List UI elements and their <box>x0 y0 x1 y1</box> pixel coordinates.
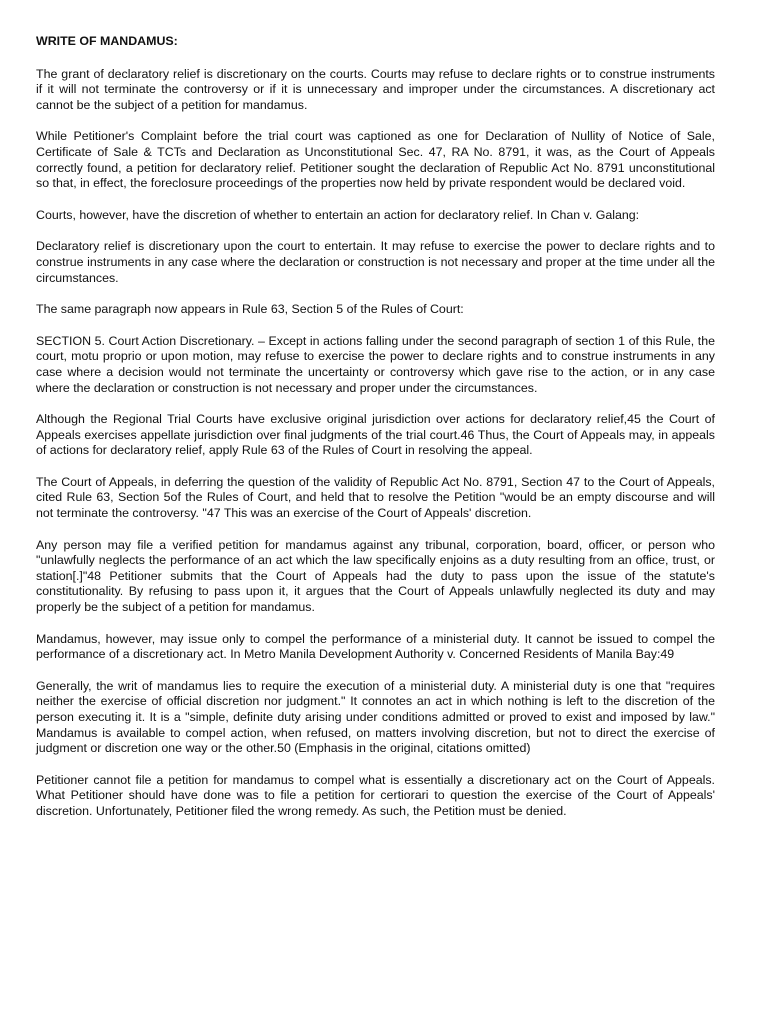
document-page <box>36 34 715 836</box>
paragraph-rule-63-intro: The same paragraph now appears in Rule 63, Section 5 of the Rules of Court: <box>36 302 464 317</box>
paragraph-chan-v-galang-quote: Declaratory relief is discretionary upon the court to entertain. It may refuse to exercise the power to declare rights and to construe instruments in any case where the declaration or construction is not necessary and proper at the time under all the circumstances. <box>36 239 715 285</box>
paragraph-petitioner-complaint: While Petitioner's Complaint before the trial court was captioned as one for Declaration of Nullity of Notice of Sale, Certificate of Sale & TCTs and Declaration as Unconstitutional Sec. 47, RA No. 8791, it was, as the Court of Appeals correctly found, a petition for declaratory relief. Petitioner sought the declaration of Republic Act No. 8791 unconstitutional so that, in effect, the foreclosure proceedings of the properties now held by private respondent would be declared void. <box>36 129 715 191</box>
paragraph-conclusion: Petitioner cannot file a petition for mandamus to compel what is essentially a discretionary act on the Court of Appeals. What Petitioner should have done was to file a petition for certiorari to question the exercise of the Court of Appeals' discretion. Unfortunately, Petitioner filed the wrong remedy. As such, the Petition must be denied. <box>36 772 715 818</box>
paragraph-court-of-appeals-deferral: The Court of Appeals, in deferring the question of the validity of Republic Act No. 8791, Section 47 to the Court of Appeals, cited Rule 63, Section 5of the Rules of Court, and held that to resolve the Petition "would be an empty discourse and will not terminate the controversy. "47 This was an exercise of the Court of Appeals' discretion. <box>36 474 715 521</box>
paragraph-writ-of-mandamus-quote: Generally, the writ of mandamus lies to require the execution of a ministerial duty. A ministerial duty is one that "requires neither the exercise of official discretion nor judgment." It connotes an act in which nothing is left to the discretion of the person executing it. It is a "simple, definite duty arising under conditions admitted or proved to exist and imposed by law." Mandamus is available to compel action, when refused, on matters involving discretion, but not to direct the exercise of judgment or discretion one way or the other.50 (Emphasis in the original, citations omitted) <box>36 678 715 756</box>
paragraph-courts-discretion: Courts, however, have the discretion of whether to entertain an action for declaratory relief. In Chan v. Galang: <box>36 207 640 222</box>
paragraph-mandamus-petition: Any person may file a verified petition for mandamus against any tribunal, corporation, board, officer, or person who "unlawfully neglects the performance of an act which the law specifically enjoins as a duty resulting from an office, trust, or station[.]"48 Petitioner submits that the Court of Appeals had the duty to pass upon the issue of the statute's constitutionality. By refusing to pass upon it, it argues that the Court of Appeals unlawfully neglected its duty and may properly be the subject of a petition for mandamus. <box>36 537 715 615</box>
paragraph-ministerial-duty: Mandamus, however, may issue only to compel the performance of a ministerial duty. It cannot be issued to compel the performance of a discretionary act. In Metro Manila Development Authority v. Concerned Residents of Manila Bay:49 <box>36 631 715 662</box>
paragraph-section-5: SECTION 5. Court Action Discretionary. – Except in actions falling under the second paragraph of section 1 of this Rule, the court, motu proprio or upon motion, may refuse to exercise the power to declare rights and to construe instruments in any case where a decision would not terminate the uncertainty or controversy which gave rise to the action, or in any case where the declaration or construction is not necessary and proper under the circumstances. <box>36 333 715 395</box>
paragraph-declaratory-relief-discretion: The grant of declaratory relief is discretionary on the courts. Courts may refuse to declare rights or to construe instruments if it will not terminate the controversy or if it is unnecessary and improper under the circumstances. A discretionary act cannot be the subject of a petition for mandamus. <box>36 66 715 112</box>
document-heading: WRITE OF MANDAMUS: <box>36 34 178 48</box>
paragraph-jurisdiction: Although the Regional Trial Courts have exclusive original jurisdiction over actions for declaratory relief,45 the Court of Appeals exercises appellate jurisdiction over final judgments of the trial court.46 Thus, the Court of Appeals may, in appeals of actions for declaratory relief, apply Rule 63 of the Rules of Court in resolving the appeal. <box>36 412 715 458</box>
